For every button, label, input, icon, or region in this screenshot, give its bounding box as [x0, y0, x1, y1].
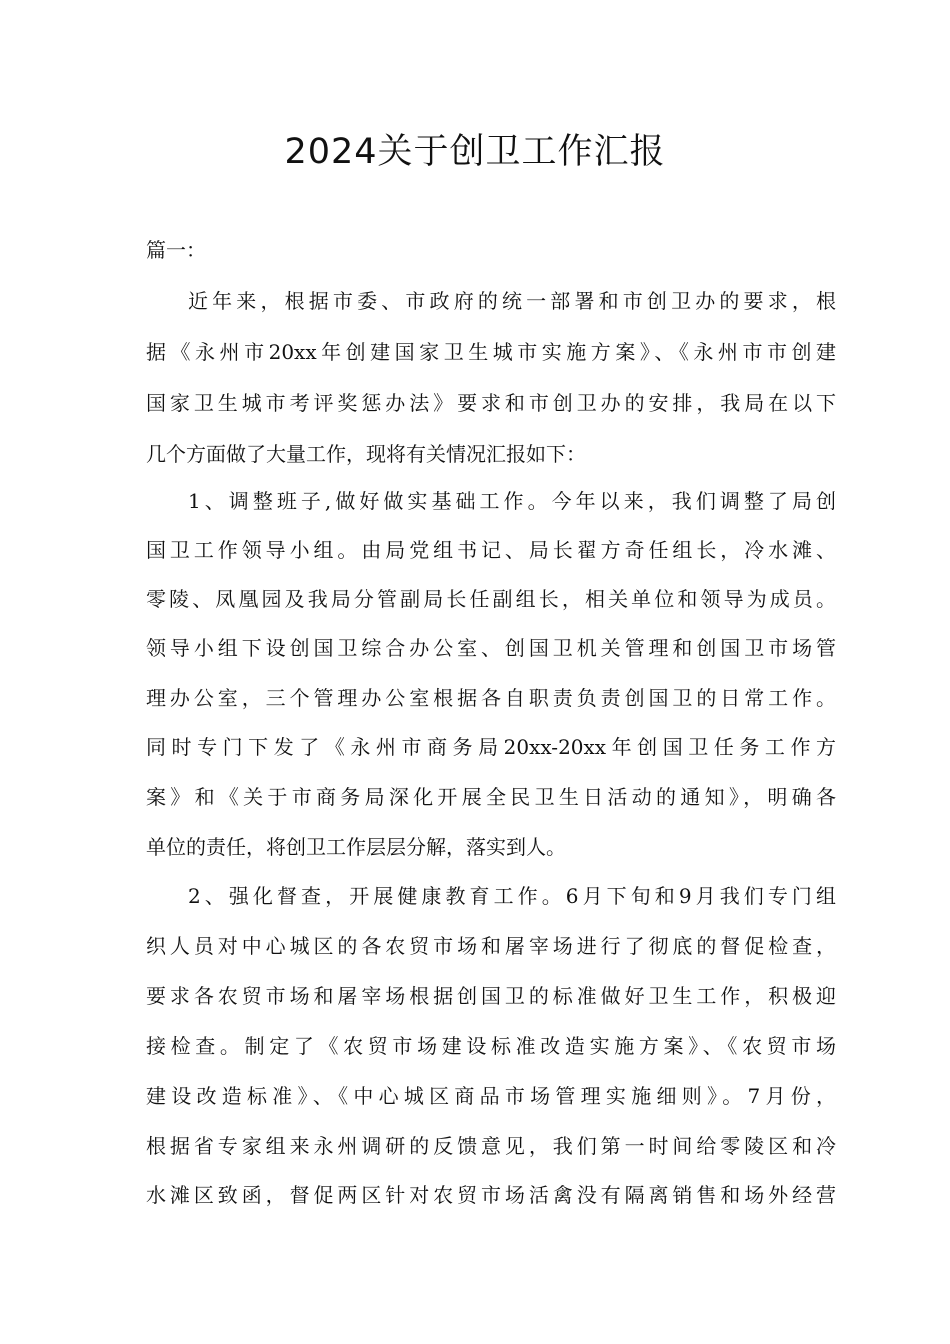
document-title: 2024关于创卫工作汇报 — [284, 132, 666, 172]
paragraph-2-line-5: 理办公室，三个管理办公室根据各自职责负责创国卫的日常工作。 — [146, 686, 836, 710]
paragraph-1-line-3: 国家卫生城市考评奖惩办法》要求和市创卫办的安排，我局在以下 — [146, 391, 836, 415]
paragraph-1-line-2: 据《永州市20xx年创建国家卫生城市实施方案》、《永州市市创建 — [146, 340, 836, 364]
paragraph-3-line-1: 2、强化督查，开展健康教育工作。6月下旬和9月我们专门组 — [188, 884, 836, 908]
paragraph-2-line-8: 单位的责任，将创卫工作层层分解，落实到人。 — [146, 835, 566, 859]
paragraph-3-line-6: 根据省专家组来永州调研的反馈意见，我们第一时间给零陵区和冷 — [146, 1134, 836, 1158]
paragraph-3-line-2: 织人员对中心城区的各农贸市场和屠宰场进行了彻底的督促检查， — [146, 934, 836, 958]
paragraph-3-line-5: 建设改造标准》、《中心城区商品市场管理实施细则》。7月份， — [146, 1084, 836, 1108]
paragraph-2-line-7: 案》和《关于市商务局深化开展全民卫生日活动的通知》，明确各 — [146, 785, 836, 809]
paragraph-3-line-4: 接检查。制定了《农贸市场建设标准改造实施方案》、《农贸市场 — [146, 1034, 836, 1058]
paragraph-2-line-1: 1、调整班子,做好做实基础工作。今年以来，我们调整了局创 — [188, 489, 836, 513]
paragraph-3-line-3: 要求各农贸市场和屠宰场根据创国卫的标准做好卫生工作，积极迎 — [146, 984, 836, 1008]
section-label: 篇一： — [146, 238, 206, 262]
paragraph-2-line-4: 领导小组下设创国卫综合办公室、创国卫机关管理和创国卫市场管 — [146, 636, 836, 660]
paragraph-2-line-6: 同时专门下发了《永州市商务局20xx-20xx年创国卫任务工作方 — [146, 735, 836, 759]
paragraph-2-line-3: 零陵、凤凰园及我局分管副局长任副组长，相关单位和领导为成员。 — [146, 587, 836, 611]
paragraph-2-line-2: 国卫工作领导小组。由局党组书记、局长翟方奇任组长，冷水滩、 — [146, 538, 836, 562]
paragraph-1-line-1: 近年来，根据市委、市政府的统一部署和市创卫办的要求，根 — [188, 289, 836, 313]
paragraph-1-line-4: 几个方面做了大量工作，现将有关情况汇报如下： — [146, 442, 586, 466]
paragraph-3-line-7: 水滩区致函，督促两区针对农贸市场活禽没有隔离销售和场外经营 — [146, 1183, 836, 1207]
